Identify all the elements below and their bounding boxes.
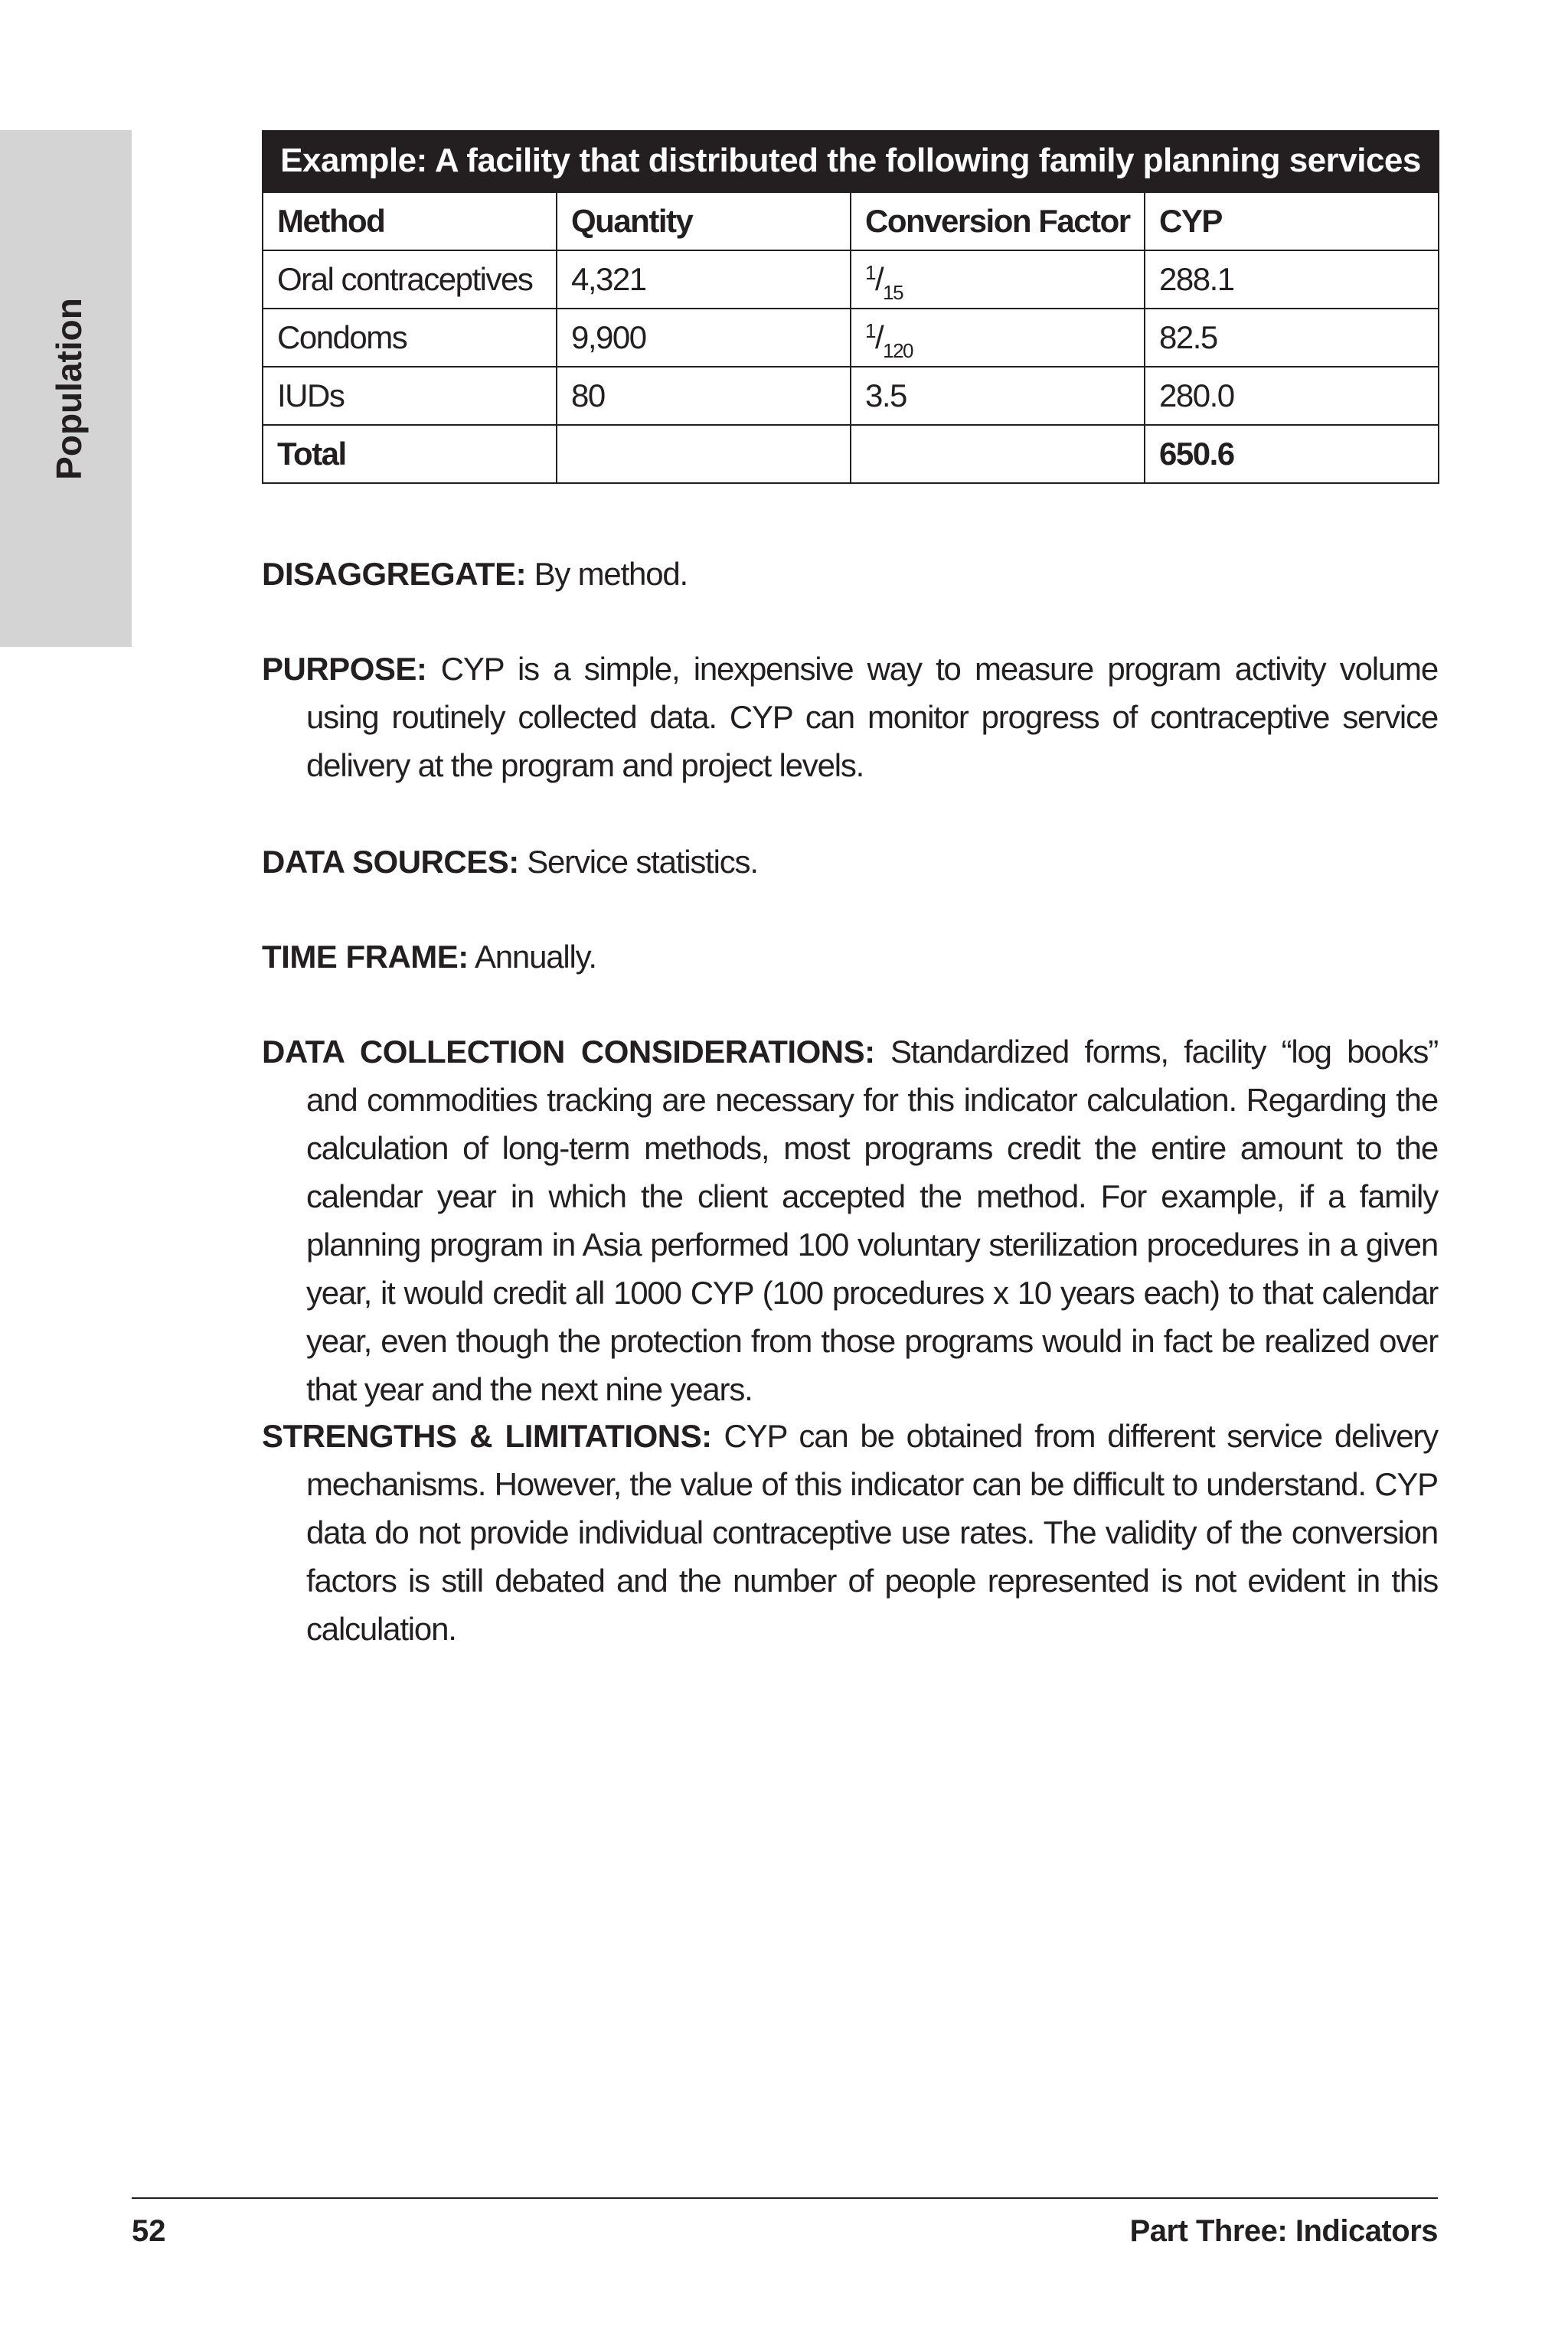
table-header-row	[263, 192, 1439, 250]
section-text: By method.	[534, 556, 688, 592]
total-empty-quantity	[557, 425, 851, 483]
total-cyp: 650.6	[1145, 425, 1439, 483]
cell-quantity: 80	[557, 367, 851, 425]
header-cyp: CYP	[1145, 192, 1439, 250]
cell-conversion-factor: 3.5	[851, 367, 1145, 425]
section-label: DISAGGREGATE:	[262, 556, 527, 592]
fraction-numerator: 1	[865, 319, 875, 342]
section-label: TIME FRAME:	[262, 939, 469, 975]
section-text: Standardized forms, facility “log books” and commodities tracking are necessary for this indicator calculation. Regarding the calculation of long-term methods, most programs credit the entire amount to the calendar year in which the client accepted the method. For example, if a family planning program in Asia performed 100 voluntary sterilization procedures in a given year, it would credit all 1000 CYP (100 procedures x 10 years each) to that calendar year, even though the protection from those programs would in fact be realized over that year and the next nine years.	[306, 1034, 1438, 1407]
table-row	[263, 309, 1439, 367]
cell-cyp: 280.0	[1145, 367, 1439, 425]
section-text: CYP can be obtained from different service delivery mechanisms. However, the value of this indicator can be difficult to understand. CYP data do not provide individual contraceptive use rates. The validity of the conversion factors is still debated and the number of people represented is not evident in this calculation.	[306, 1418, 1438, 1647]
section-text: Service statistics.	[527, 844, 758, 880]
section-data-collection	[262, 1027, 1438, 1413]
example-table	[262, 130, 1439, 484]
page-content	[262, 130, 1438, 1647]
side-tab-label: Population	[49, 298, 89, 480]
section-text: Annually.	[474, 939, 596, 975]
cell-cyp: 82.5	[1145, 309, 1439, 367]
table-caption: Example: A facility that distributed the following family planning services	[262, 130, 1439, 191]
header-conversion-factor: Conversion Factor	[851, 192, 1145, 250]
total-empty-factor	[851, 425, 1145, 483]
cell-method: Oral contraceptives	[263, 250, 557, 309]
cell-method: IUDs	[263, 367, 557, 425]
table-row	[263, 367, 1439, 425]
page-number: 52	[132, 2214, 166, 2248]
header-quantity: Quantity	[557, 192, 851, 250]
section-label: STRENGTHS & LIMITATIONS:	[262, 1418, 712, 1454]
section-data-sources	[262, 838, 1438, 886]
section-label: PURPOSE:	[262, 651, 427, 687]
header-method: Method	[263, 192, 557, 250]
total-label: Total	[263, 425, 557, 483]
footer-rule	[132, 2197, 1438, 2199]
cell-conversion-factor: $^1/_{120}$	[851, 309, 1145, 367]
section-text: CYP is a simple, inexpensive way to measure program activity volume using routinely collected data. CYP can monitor progress of contraceptive service delivery at the program and project levels.	[306, 651, 1438, 783]
fraction-denominator: 15	[883, 281, 903, 304]
section-label: DATA SOURCES:	[262, 844, 519, 880]
section-disaggregate	[262, 550, 1438, 598]
section-label: DATA COLLECTION CONSIDERATIONS:	[262, 1034, 875, 1070]
fraction-denominator: 120	[883, 339, 913, 362]
cell-conversion-factor: $^1/_{15}$	[851, 250, 1145, 309]
cell-cyp: 288.1	[1145, 250, 1439, 309]
cell-quantity: 4,321	[557, 250, 851, 309]
footer-section-title: Part Three: Indicators	[1129, 2214, 1438, 2248]
cell-method: Condoms	[263, 309, 557, 367]
fraction-numerator: 1	[865, 261, 875, 284]
table-total-row	[263, 425, 1439, 483]
table-row	[263, 250, 1439, 309]
section-time-frame	[262, 933, 1438, 981]
section-strengths-limitations	[262, 1412, 1438, 1653]
cell-quantity: 9,900	[557, 309, 851, 367]
section-purpose	[262, 645, 1438, 789]
